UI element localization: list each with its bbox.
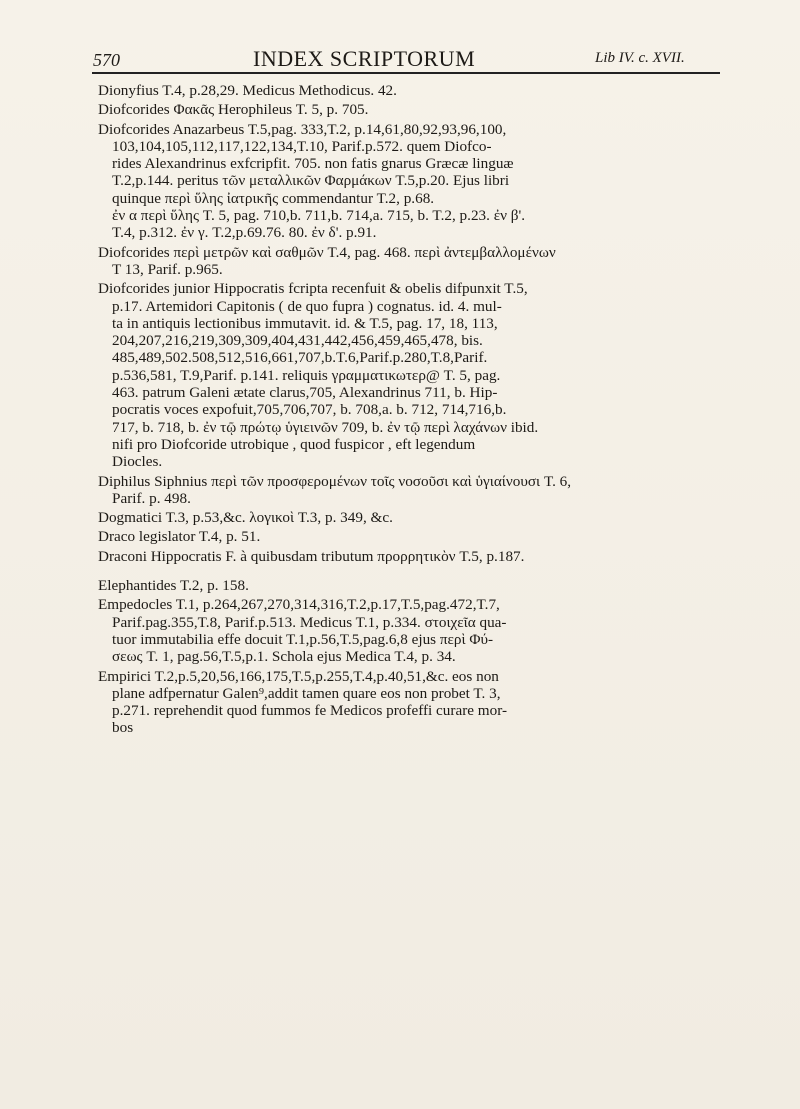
index-entry [98,244,722,279]
entry-line: Empedocles T.1, p.264,267,270,314,316,T.2,p.17,T.5,pag.472,T.7, [98,596,500,614]
entry-line: T 13, Parif. p.965. [112,260,223,278]
entry-line: Dionyfius T.4, p.28,29. Medicus Methodicus. 42. [98,82,397,99]
section-reference: Lib IV. c. XVII. [595,50,685,66]
entry-line: p.271. reprehendit quod fummos fe Medicos profeffi curare mor- [112,702,508,720]
entry-line: Empirici T.2,p.5,20,56,166,175,T.5,p.255,T.4,p.40,51,&c. eos non [98,667,499,685]
index-entry [98,548,722,565]
entry-line: 485,489,502.508,512,516,661,707,b.T.6,Parif.p.280,T.8,Parif. [112,349,488,367]
index-entry [98,473,722,508]
entry-line: ἐν α περὶ ὕλης T. 5, pag. 710,b. 711,b. 714,a. 715, b. T.2, p.23. ἐν β'. [112,207,526,225]
entry-spacer [98,567,722,577]
entry-line: Parif.pag.355,T.8, Parif.p.513. Medicus T.1, p.334. στοιχεῖα qua- [112,613,507,631]
entry-line: T.4, p.312. ἐν γ. T.2,p.69.76. 80. ἐν δ'. p.91. [112,224,377,242]
entry-line: Draco legislator T.4, p. 51. [98,528,261,546]
entry-line: Diocles. [112,453,163,471]
index-entry [98,528,722,545]
entry-line: Diofcorides junior Hippocratis fcripta recenfuit & obelis difpunxit T.5, [98,280,528,298]
entry-line: 717, b. 718, b. ἐν τῷ πρώτῳ ὑγιεινῶν 709, b. ἐν τῷ περὶ λαχάνων ibid. [112,418,539,436]
entry-line: ta in antiquis lectionibus immutavit. id. & T.5, pag. 17, 18, 113, [112,314,498,332]
running-title: INDEX SCRIPTORUM [253,46,476,71]
entry-line: p.536,581, T.9,Parif. p.141. reliquis γραμματικωτερ@ T. 5, pag. [112,366,501,384]
entry-line: rides Alexandrinus exfcripfit. 705. non fatis gnarus Græcæ linguæ [112,155,514,173]
entry-line: Diofcorides περὶ μετρῶν καὶ σαθμῶν T.4, pag. 468. περὶ ἀντεμβαλλομένων [98,243,556,261]
index-entry [98,121,722,242]
index-entry [98,82,722,99]
entry-line: nifi pro Diofcoride utrobique , quod fuspicor , eft legendum [112,435,476,453]
index-body [98,82,722,739]
entry-line: Diofcorides Φακᾶς Herophileus T. 5, p. 705. [98,101,369,119]
index-entry [98,596,722,665]
index-entry [98,509,722,526]
entry-line: p.17. Artemidori Capitonis ( de quo fupra ) cognatus. id. 4. mul- [112,297,502,315]
entry-line: σεως T. 1, pag.56,T.5,p.1. Schola ejus Medica T.4, p. 34. [112,648,456,666]
entry-line: Diphilus Siphnius περὶ τῶν προσφερομένων τοῖς νοσοῦσι καὶ ὑγιαίνουσι T. 6, [98,472,572,490]
header-rule [92,72,720,74]
index-entry [98,668,722,737]
index-entry [98,577,722,594]
entry-line: tuor immutabilia effe docuit T.1,p.56,T.5,pag.6,8 ejus περὶ Φύ- [112,630,494,648]
entry-line: 204,207,216,219,309,309,404,431,442,456,459,465,478, bis. [112,332,483,350]
page-header [85,40,725,70]
entry-line: Draconi Hippocratis F. à quibusdam tributum προρρητικὸν T.5, p.187. [98,547,525,565]
entry-line: Dogmatici T.3, p.53,&c. λογικοὶ T.3, p. 349, &c. [98,509,393,527]
entry-line: Elephantides T.2, p. 158. [98,577,249,595]
index-entry [98,280,722,470]
entry-line: Parif. p. 498. [112,489,191,507]
entry-line: pocratis voces expofuit,705,706,707, b. 708,a. b. 712, 714,716,b. [112,401,507,419]
entry-line: plane adfpernatur Galen⁹,addit tamen quare eos non probet T. 3, [112,684,501,702]
entry-line: Diofcorides Anazarbeus T.5,pag. 333,T.2, p.14,61,80,92,93,96,100, [98,120,507,138]
entry-line: quinque περὶ ὕλης ἰατρικῆς commendantur T.2, p.68. [112,189,435,207]
entry-line: 463. patrum Galeni ætate clarus,705, Alexandrinus 711, b. Hip- [112,384,498,402]
entry-line: 103,104,105,112,117,122,134,T.10, Parif.p.572. quem Diofco- [112,137,492,155]
page-number: 570 [93,50,120,70]
entry-line: T.2,p.144. peritus τῶν μεταλλικῶν Φαρμάκων T.5,p.20. Ejus libri [112,172,510,190]
entry-line: bos [112,719,134,737]
index-entry [98,101,722,118]
